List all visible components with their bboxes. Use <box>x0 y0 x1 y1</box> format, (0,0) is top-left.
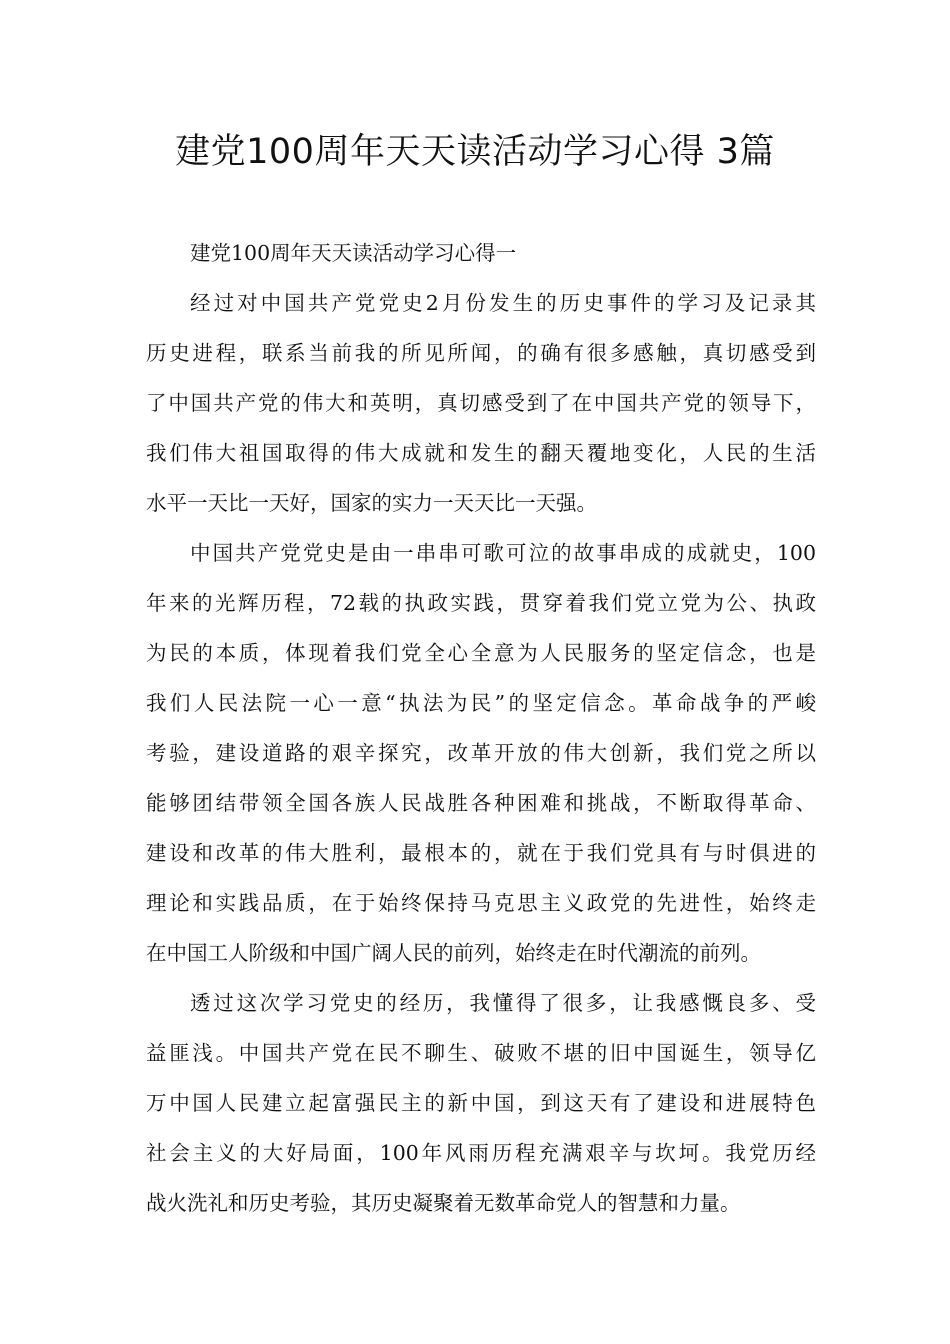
paragraph-line: 为民的本质，体现着我们党全心全意为人民服务的坚定信念，也是 <box>146 641 816 665</box>
paragraph-line: 能够团结带领全国各族人民战胜各种困难和挑战，不断取得革命、 <box>146 791 816 815</box>
paragraph-line: 中国共产党党史是由一串串可歌可泣的故事串成的成就史，100 <box>190 541 816 565</box>
paragraph-line: 我们人民法院一心一意“执法为民”的坚定信念。革命战争的严峻 <box>146 691 816 715</box>
paragraph-line: 我们伟大祖国取得的伟大成就和发生的翻天覆地变化，人民的生活 <box>146 441 816 465</box>
paragraph-3 <box>146 978 816 1228</box>
paragraph-line: 社会主义的大好局面，100年风雨历程充满艰辛与坎坷。我党历经 <box>146 1141 816 1165</box>
paragraph-line: 年来的光辉历程，72载的执政实践，贯穿着我们党立党为公、执政 <box>146 591 816 615</box>
paragraph-line: 建设和改革的伟大胜利，最根本的，就在于我们党具有与时俱进的 <box>146 841 816 865</box>
paragraph-line: 战火洗礼和历史考验，其历史凝聚着无数革命党人的智慧和力量。 <box>146 1191 741 1215</box>
paragraph-2 <box>146 528 816 978</box>
paragraph-line: 经过对中国共产党党史2月份发生的历史事件的学习及记录其 <box>190 291 816 315</box>
paragraph-line: 水平一天比一天好，国家的实力一天天比一天强。 <box>146 491 597 515</box>
document-title: 建党100周年天天读活动学习心得 3篇 <box>175 132 775 172</box>
paragraph-line: 万中国人民建立起富强民主的新中国，到这天有了建设和进展特色 <box>146 1091 816 1115</box>
paragraph-1 <box>146 278 816 528</box>
paragraph-line: 益匪浅。中国共产党在民不聊生、破败不堪的旧中国诞生，领导亿 <box>146 1041 816 1065</box>
paragraph-line: 历史进程，联系当前我的所见所闻，的确有很多感触，真切感受到 <box>146 341 816 365</box>
paragraph-line: 在中国工人阶级和中国广阔人民的前列，始终走在时代潮流的前列。 <box>146 941 761 965</box>
paragraph-line: 透过这次学习党史的经历，我懂得了很多，让我感慨良多、受 <box>190 991 816 1015</box>
paragraph-line: 考验，建设道路的艰辛探究，改革开放的伟大创新，我们党之所以 <box>146 741 816 765</box>
paragraph-line: 了中国共产党的伟大和英明，真切感受到了在中国共产党的领导下， <box>146 391 816 415</box>
document-body <box>146 228 816 1228</box>
paragraph-line: 理论和实践品质，在于始终保持马克思主义政党的先进性，始终走 <box>146 891 816 915</box>
section-subheading: 建党100周年天天读活动学习心得一 <box>190 241 517 265</box>
